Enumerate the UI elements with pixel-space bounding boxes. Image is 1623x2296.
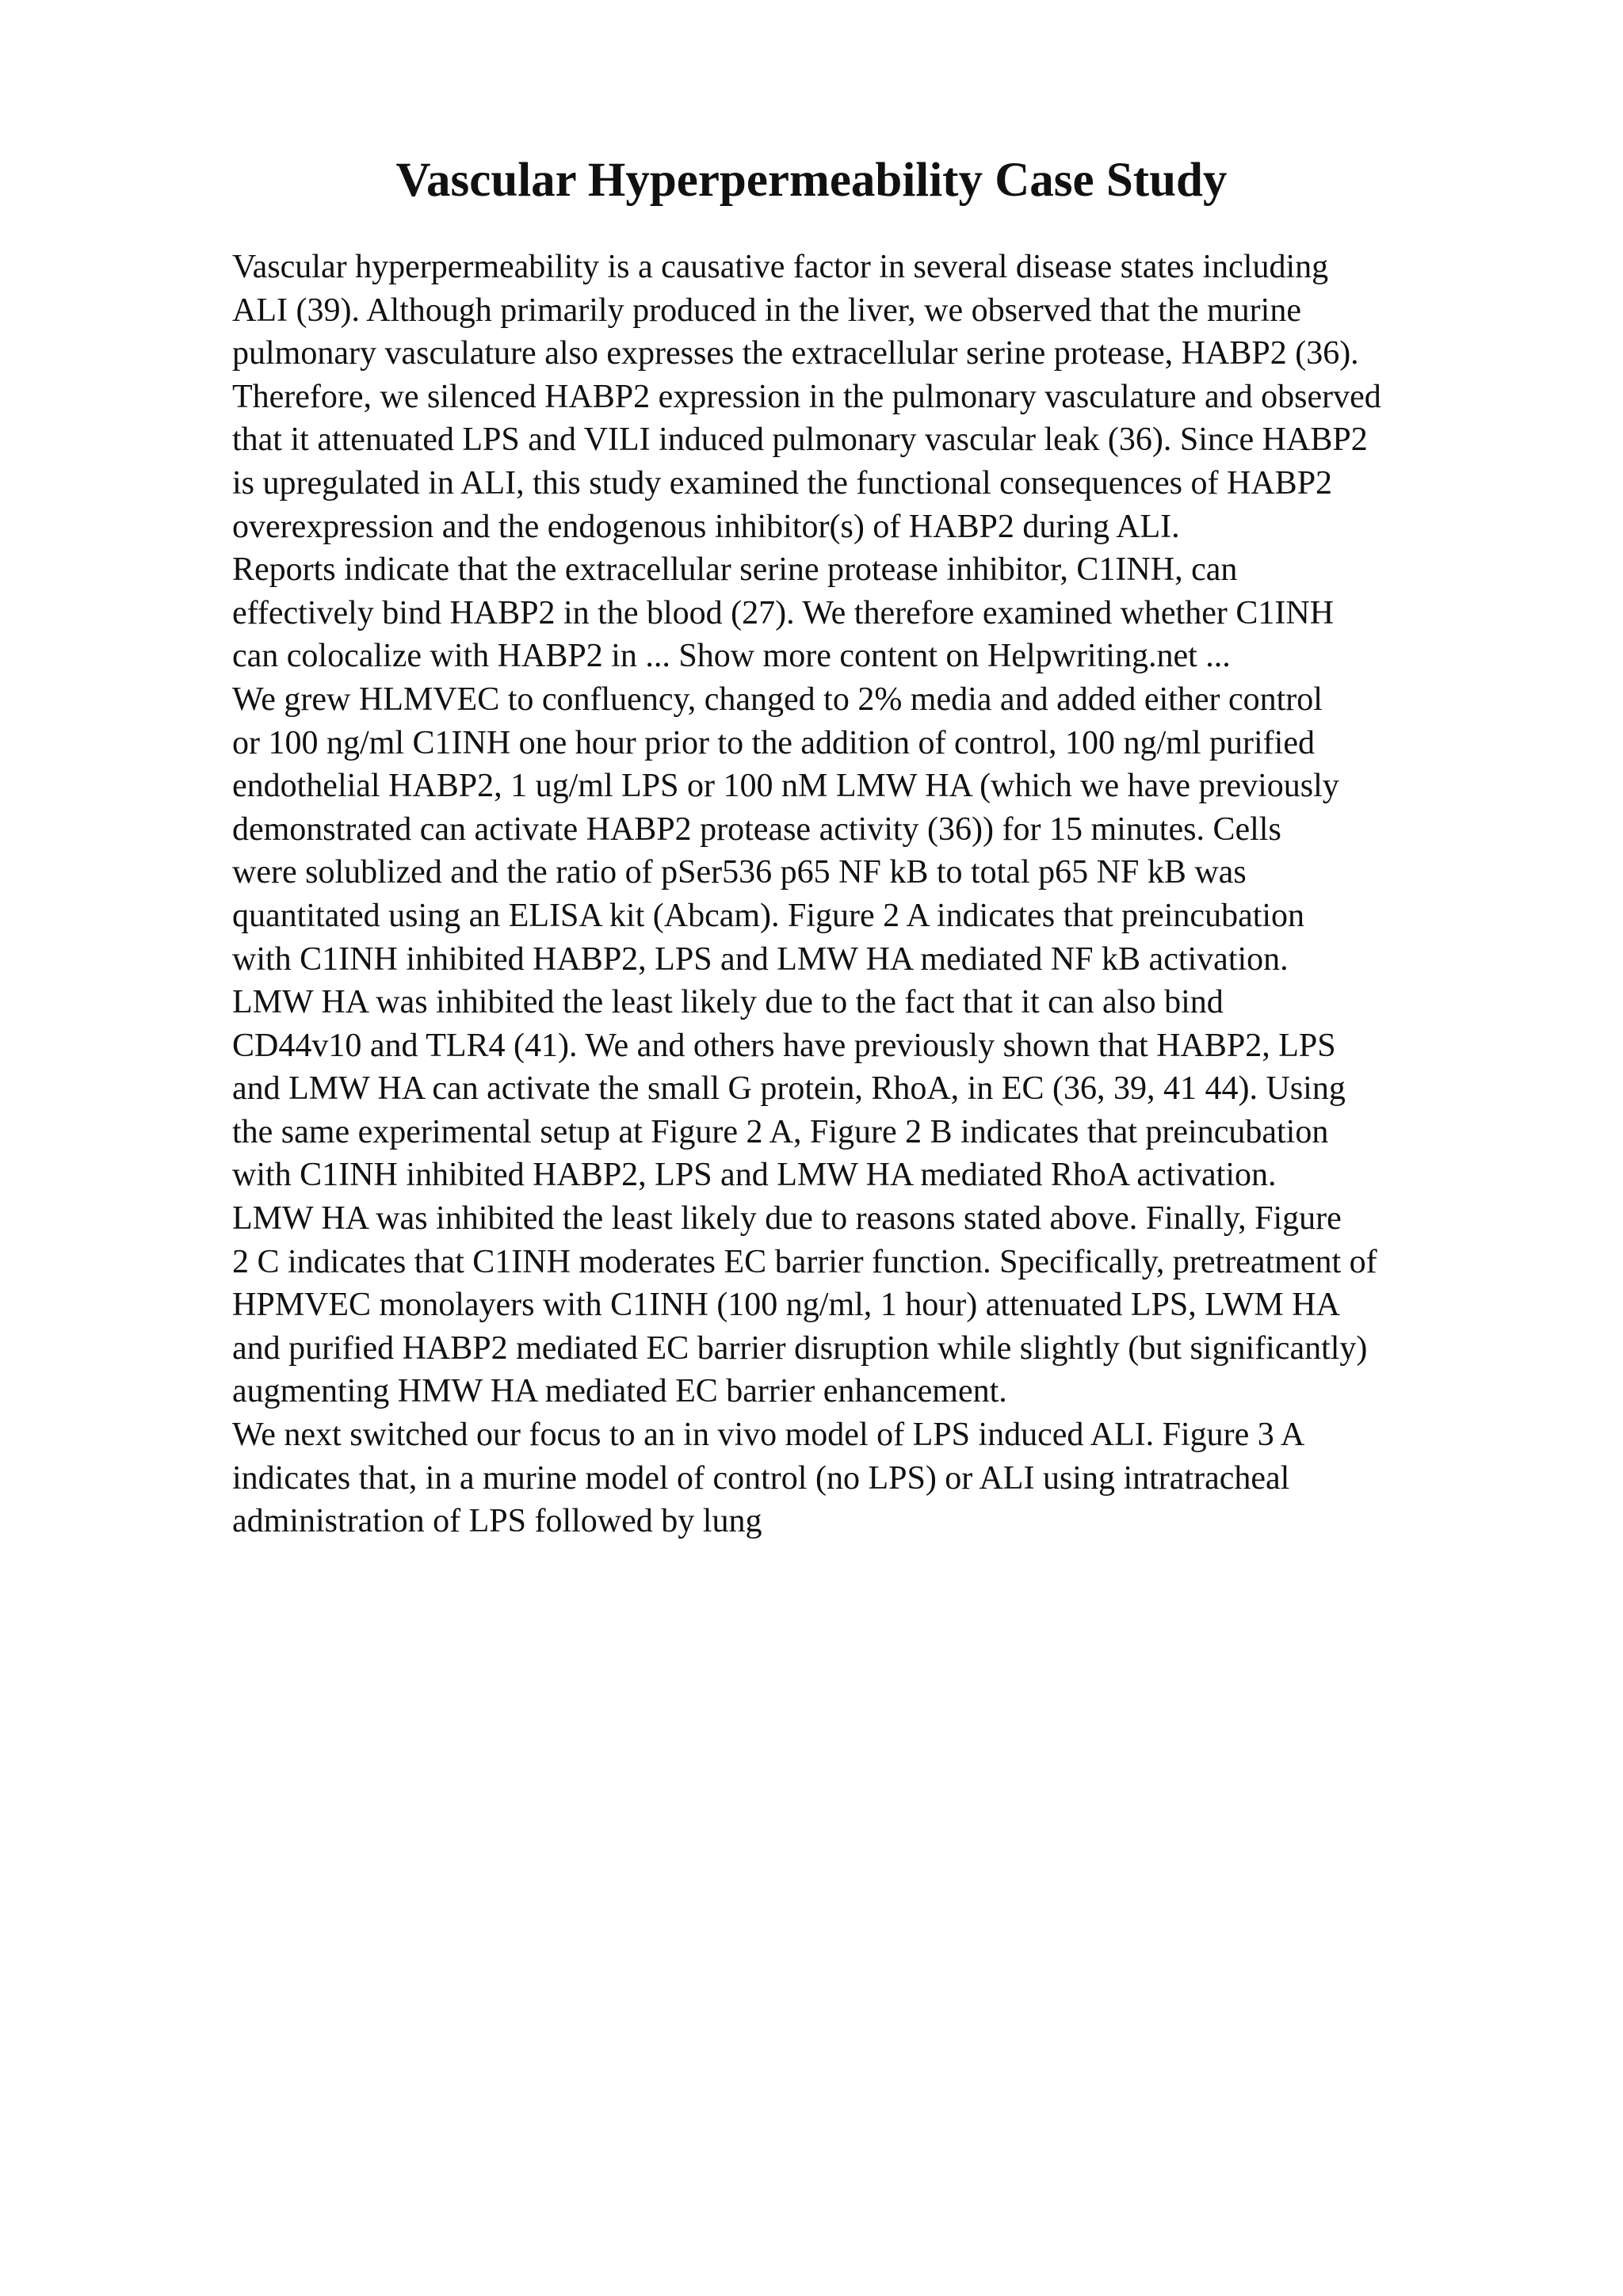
body-line: is upregulated in ALI, this study examined the functional consequences of HABP2: [232, 464, 1333, 502]
body-line: Reports indicate that the extracellular serine protease inhibitor, C1INH, can: [232, 551, 1238, 589]
body-line: Vascular hyperpermeability is a causative factor in several disease states including: [232, 249, 1329, 285]
body-line: We next switched our focus to an in vivo model of LPS induced ALI. Figure 3 A: [232, 1417, 1305, 1454]
body-line: pulmonary vasculature also expresses the extracellular serine protease, HABP2 (36).: [232, 335, 1359, 372]
body-line: indicates that, in a murine model of control (no LPS) or ALI using intratracheal: [232, 1459, 1290, 1497]
body-line: endothelial HABP2, 1 ug/ml LPS or 100 nM LMW HA (which we have previously: [232, 768, 1339, 805]
body-line: with C1INH inhibited HABP2, LPS and LMW HA mediated NF kB activation.: [232, 940, 1289, 978]
body-line: Therefore, we silenced HABP2 expression in the pulmonary vasculature and observed: [232, 378, 1381, 415]
body-line: 2 C indicates that C1INH moderates EC barrier function. Specifically, pretreatment of: [232, 1243, 1377, 1280]
body-line: administration of LPS followed by lung: [232, 1503, 762, 1540]
body-line: or 100 ng/ml C1INH one hour prior to the addition of control, 100 ng/ml purified: [232, 724, 1315, 761]
body-line: ALI (39). Although primarily produced in the liver, we observed that the murine: [232, 292, 1301, 329]
body-line: LMW HA was inhibited the least likely due to the fact that it can also bind: [232, 984, 1224, 1021]
document-body: [232, 246, 1623, 1543]
body-line: We grew HLMVEC to confluency, changed to 2% media and added either control: [232, 681, 1323, 718]
body-line: augmenting HMW HA mediated EC barrier enhancement.: [232, 1373, 1007, 1410]
body-line: and LMW HA can activate the small G protein, RhoA, in EC (36, 39, 41 44). Using: [232, 1070, 1346, 1108]
body-line: effectively bind HABP2 in the blood (27). We therefore examined whether C1INH: [232, 594, 1335, 631]
body-line: demonstrated can activate HABP2 protease activity (36)) for 15 minutes. Cells: [232, 810, 1281, 848]
body-line: quantitated using an ELISA kit (Abcam). Figure 2 A indicates that preincubation: [232, 897, 1305, 934]
body-line: LMW HA was inhibited the least likely due to reasons stated above. Finally, Figure: [232, 1200, 1342, 1238]
body-line: can colocalize with HABP2 in ... Show more content on Helpwriting.net ...: [232, 638, 1231, 675]
body-line: overexpression and the endogenous inhibitor(s) of HABP2 during ALI.: [232, 508, 1180, 545]
document-title: Vascular Hyperpermeability Case Study: [395, 154, 1228, 207]
body-line: CD44v10 and TLR4 (41). We and others have previously shown that HABP2, LPS: [232, 1027, 1336, 1064]
body-line: HPMVEC monolayers with C1INH (100 ng/ml, 1 hour) attenuated LPS, LWM HA: [232, 1287, 1340, 1324]
body-line: with C1INH inhibited HABP2, LPS and LMW HA mediated RhoA activation.: [232, 1157, 1277, 1194]
body-line: that it attenuated LPS and VILI induced pulmonary vascular leak (36). Since HABP2: [232, 421, 1368, 459]
body-line: the same experimental setup at Figure 2 A, Figure 2 B indicates that preincubation: [232, 1113, 1329, 1150]
body-line: and purified HABP2 mediated EC barrier disruption while slightly (but significantly): [232, 1329, 1368, 1367]
body-line: were solublized and the ratio of pSer536 p65 NF kB to total p65 NF kB was: [232, 854, 1247, 891]
